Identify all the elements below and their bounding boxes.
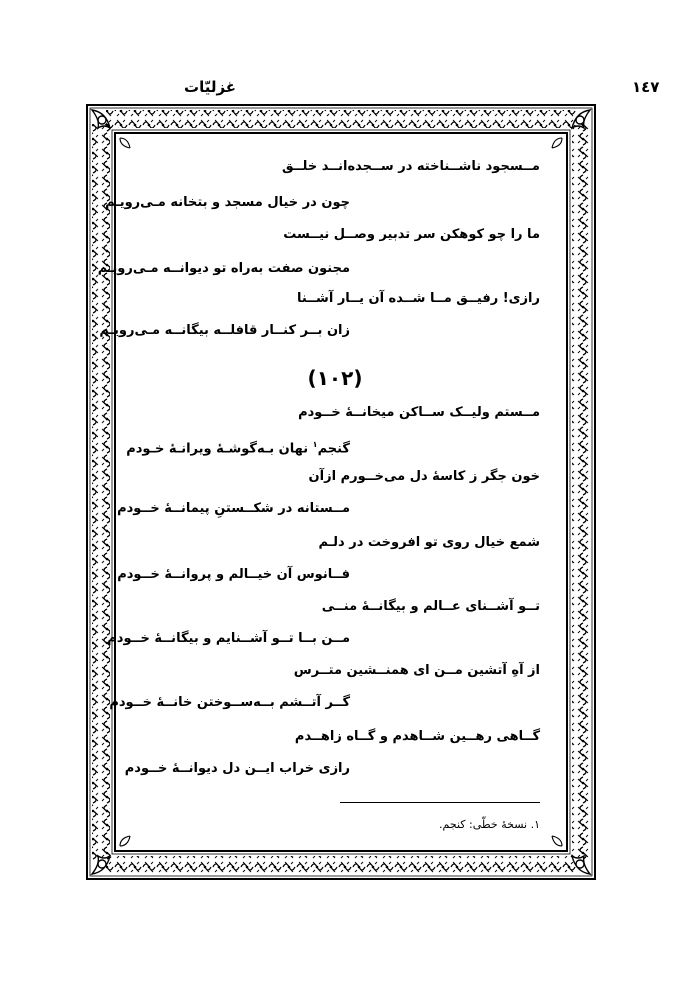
running-title: غزلیّات (184, 78, 237, 96)
verse-line: گــر آتــشم بــه‌ســوختن خانــهٔ خــودم (109, 695, 350, 710)
footnote-divider (340, 802, 540, 803)
footnote: ١. نسخهٔ خطّی: کنجم. (439, 818, 540, 831)
verse-text: نهان بـه‌گوشـهٔ ویرانـهٔ خـودم (126, 441, 309, 457)
verse-line: مجنون صفت به‌راه تو دیوانــه مـی‌رویـم (97, 261, 350, 276)
verse-line (126, 436, 350, 458)
footnote-marker: ١ (312, 440, 318, 449)
verse-line: از آهِ آتشین مــن ای همنــشین متــرس (293, 663, 540, 678)
verse-line: رازی! رفیــق مــا شــده آن یــار آشــنا (296, 291, 540, 306)
verse-word: گنجم (317, 441, 350, 457)
poem-number: (١٠٢) (307, 366, 363, 390)
verse-line: خون جگر ز کاسهٔ دل می‌خــورم ازآن (308, 469, 540, 484)
verse-line: گــاهی رهــین شــاهدم و گــاه زاهــدم (294, 729, 540, 744)
verse-line: تــو آشــنای عــالم و بیگانــهٔ منــی (321, 599, 540, 614)
page-header (92, 78, 660, 100)
verse-line: مــستانه در شکــستنِ پیمانــهٔ خــودم (117, 501, 350, 516)
verse-line: رازی خراب ایــن دل دیوانــهٔ خــودم (124, 761, 350, 776)
verse-line: ما را چو کوهکن سر تدبیر وصــل نیــست (283, 227, 540, 242)
verse-line: شمع خیال روی تو افروخت در دلـم (318, 535, 540, 550)
verse-line: فــانوس آن خیــالم و پروانــهٔ خــودم (117, 567, 350, 582)
verse-line: مــن بــا تــو آشــنایم و بیگانــهٔ خــودم (107, 631, 350, 646)
verse-line: مــسجود ناشــناخته در ســجده‌انــد خلــق (281, 159, 540, 174)
verse-line: چون در خیال مسجد و بتخانه مـی‌رویـم (105, 195, 350, 210)
verse-line: مــستم ولیــک ســاکن میخانــهٔ خــودم (298, 405, 540, 420)
page-number: ١٤٧ (632, 78, 660, 96)
verse-line: زان بــر کنــار قافلــه بیگانــه مـی‌رویـم (99, 323, 350, 338)
